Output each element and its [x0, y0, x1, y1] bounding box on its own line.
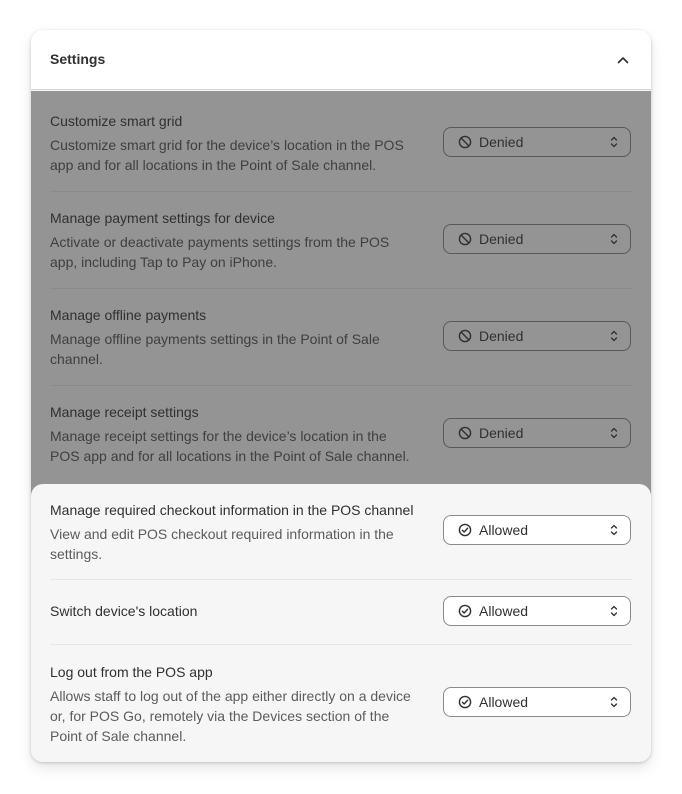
permission-value: Denied — [479, 425, 524, 441]
card-header[interactable] — [31, 30, 651, 90]
chevron-up-down-icon — [609, 426, 619, 440]
chevron-up-down-icon — [609, 232, 619, 246]
permission-select[interactable] — [443, 515, 631, 545]
permission-value: Denied — [479, 328, 524, 344]
chevron-up-down-icon — [609, 604, 619, 618]
setting-title: Manage payment settings for device — [50, 210, 275, 226]
collapse-button[interactable] — [611, 50, 635, 70]
chevron-up-down-icon — [609, 135, 619, 149]
row-divider — [50, 385, 632, 386]
chevron-up-down-icon — [609, 695, 619, 709]
chevron-up-down-icon — [609, 329, 619, 343]
permission-value: Allowed — [479, 603, 529, 619]
setting-title: Customize smart grid — [50, 113, 183, 129]
setting-title: Manage offline payments — [50, 307, 207, 323]
setting-description: View and edit POS checkout required information in the settings. — [50, 526, 394, 562]
chevron-up-icon — [617, 56, 629, 64]
setting-title: Manage receipt settings — [50, 404, 199, 420]
setting-description: Allows staff to log out of the app either directly on a device or, for POS Go, remotely via the Devices section of the Point of Sale channel. — [50, 688, 411, 744]
setting-title: Manage required checkout information in the POS channel — [50, 502, 414, 518]
settings-card — [31, 30, 651, 762]
permission-select[interactable] — [443, 127, 631, 157]
check-circle-icon — [458, 523, 472, 537]
prohibited-icon — [458, 135, 472, 149]
setting-description: Manage receipt settings for the device’s location in the POS app and for all locations in the Point of Sale channel. — [50, 428, 410, 464]
permission-select[interactable] — [443, 224, 631, 254]
permission-select[interactable] — [443, 687, 631, 717]
check-circle-icon — [458, 695, 472, 709]
chevron-up-down-icon — [609, 523, 619, 537]
permission-select[interactable] — [443, 418, 631, 448]
active-panel — [31, 484, 651, 762]
permission-value: Denied — [479, 134, 524, 150]
row-divider — [50, 288, 632, 289]
row-divider — [50, 579, 632, 580]
permission-select[interactable] — [443, 321, 631, 351]
card-title: Settings — [50, 51, 106, 67]
setting-description: Manage offline payments settings in the Point of Sale channel. — [50, 331, 380, 367]
permission-value: Denied — [479, 231, 524, 247]
permission-value: Allowed — [479, 694, 529, 710]
prohibited-icon — [458, 426, 472, 440]
prohibited-icon — [458, 329, 472, 343]
setting-description: Customize smart grid for the device’s location in the POS app and for all locations in the Point of Sale channel. — [50, 137, 404, 173]
row-divider — [50, 644, 632, 645]
setting-title: Log out from the POS app — [50, 664, 213, 680]
dimmed-overlay — [31, 91, 651, 511]
row-divider — [50, 191, 632, 192]
prohibited-icon — [458, 232, 472, 246]
check-circle-icon — [458, 604, 472, 618]
permission-value: Allowed — [479, 522, 529, 538]
permission-select[interactable] — [443, 596, 631, 626]
setting-title: Switch device's location — [50, 603, 198, 619]
setting-description: Activate or deactivate payments settings from the POS app, including Tap to Pay on iPhone. — [50, 234, 390, 270]
